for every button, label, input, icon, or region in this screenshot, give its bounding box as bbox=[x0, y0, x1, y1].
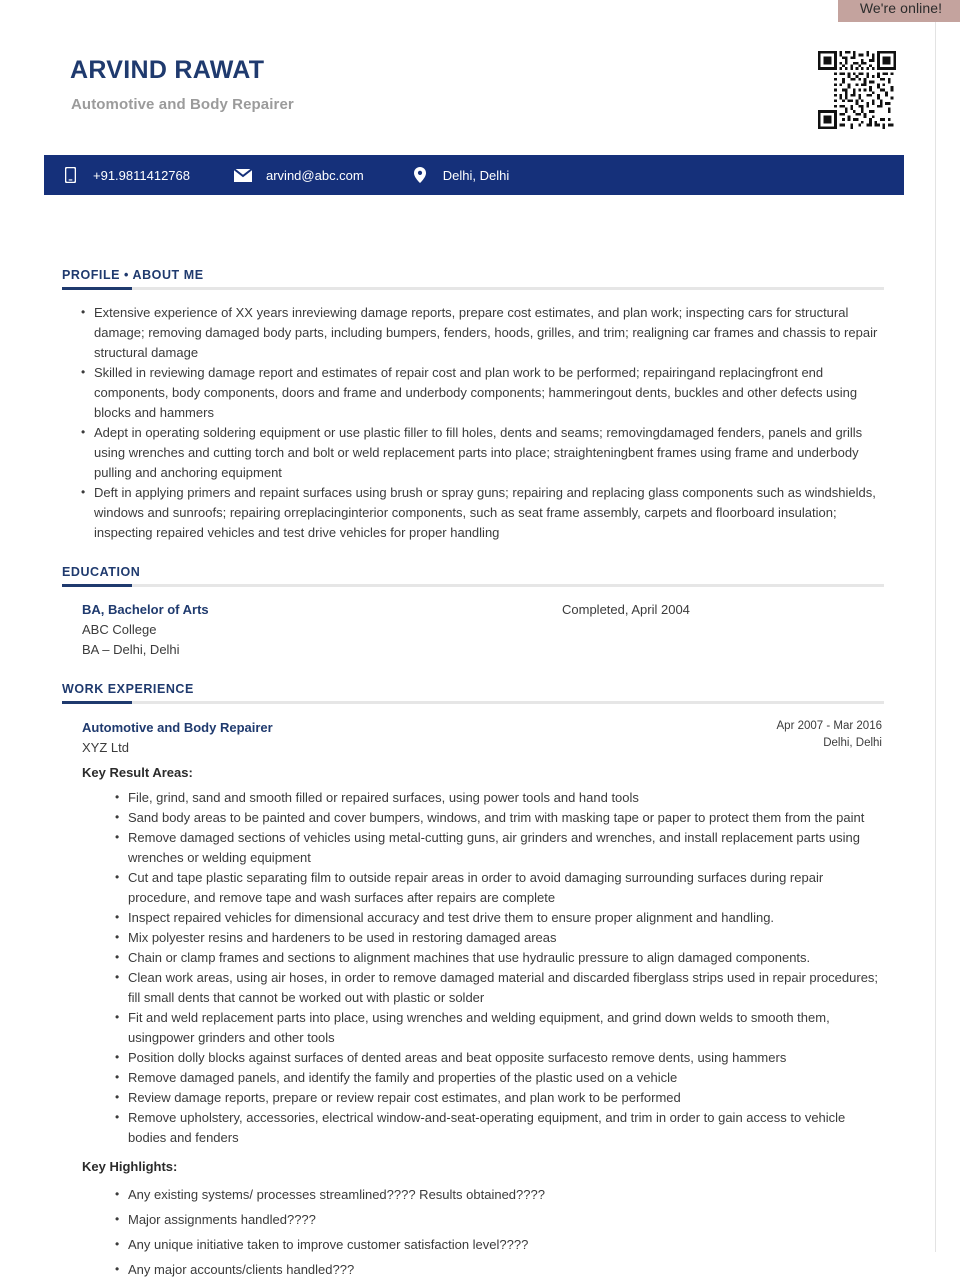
section-rule bbox=[62, 287, 884, 290]
section-header-education bbox=[62, 565, 884, 587]
key-result-area-item: • Mix polyester resins and hardeners to be used in restoring damaged areas bbox=[115, 928, 885, 948]
section-title-education: EDUCATION bbox=[62, 565, 141, 579]
contact-bar bbox=[44, 155, 904, 195]
key-highlights-label: Key Highlights: bbox=[82, 1159, 178, 1174]
job-title: Automotive and Body Repairer bbox=[71, 96, 294, 113]
experience-company: XYZ Ltd bbox=[82, 740, 129, 755]
experience-dates: Apr 2007 - Mar 2016 bbox=[776, 720, 882, 732]
key-result-area-item: • Remove upholstery, accessories, electrical window-and-seat-operating equipment, and trim in order to gain access to vehicle bodies and fenders bbox=[115, 1108, 885, 1148]
page-gutter bbox=[936, 0, 960, 1252]
key-highlight-item: • Major assignments handled???? bbox=[115, 1210, 885, 1230]
experience-role: Automotive and Body Repairer bbox=[82, 720, 273, 735]
experience-meta bbox=[777, 718, 882, 752]
section-title-profile: PROFILE • ABOUT ME bbox=[62, 268, 204, 282]
profile-bullet: • Extensive experience of XX years inreviewing damage reports, prepare cost estimates, and plan work; inspecting cars for structural damage; removing damaged body parts, including bumpers, fenders, hoods, grilles, and trim; realigning car frames and chassis to repair structural damage bbox=[81, 303, 881, 363]
education-status: Completed, April 2004 bbox=[562, 602, 690, 617]
education-institution: ABC College bbox=[82, 622, 157, 637]
education-location: BA – Delhi, Delhi bbox=[82, 642, 180, 657]
profile-bullet: • Adept in operating soldering equipment or use plastic filler to fill holes, dents and seams; removingdamaged fenders, panels and grills using wrenches and cutting torch and bolt or weld replacement parts into place; straighteningbent frames using frame and underbody pulling and anchoring equipment bbox=[81, 423, 881, 483]
key-result-areas-list bbox=[115, 788, 885, 1148]
key-result-area-item: • Cut and tape plastic separating film to outside repair areas in order to avoid damaging surrounding surfaces during repair procedure, and remove tape and wash surfaces after repairs are complete bbox=[115, 868, 885, 908]
key-highlight-item: • Any major accounts/clients handled??? bbox=[115, 1260, 885, 1280]
profile-bullet: • Skilled in reviewing damage report and estimates of repair cost and plan work to be performed; repairingand replacingfront end components, body components, doors and frame and underbody components; hammeringout dents, buckles and other defects using blocks and hammers bbox=[81, 363, 881, 423]
profile-bullet-list bbox=[81, 303, 881, 543]
section-rule bbox=[62, 584, 884, 587]
key-result-area-item: • Inspect repaired vehicles for dimensional accuracy and test drive them to ensure proper alignment and handling. bbox=[115, 908, 885, 928]
section-header-profile bbox=[62, 268, 884, 290]
key-result-area-item: • Position dolly blocks against surfaces of dented areas and beat opposite surfacesto remove dents, using hammers bbox=[115, 1048, 885, 1068]
contact-email[interactable] bbox=[232, 155, 364, 195]
work-experience-entry bbox=[82, 718, 882, 1285]
contact-phone[interactable] bbox=[59, 155, 190, 195]
envelope-icon bbox=[232, 169, 254, 182]
email-text: arvind@abc.com bbox=[266, 167, 364, 183]
key-result-area-item: • File, grind, sand and smooth filled or repaired surfaces, using power tools and hand tools bbox=[115, 788, 885, 808]
profile-bullet: • Deft in applying primers and repaint surfaces using brush or spray guns; repairing and replacing glass components such as windshields, windows and sunroofs; repairing orreplacinginterior components, such as seat frame assembly, carpets and floorboard insulation; inspecting repaired vehicles and test drive vehicles for proper handling bbox=[81, 483, 881, 543]
education-degree: BA, Bachelor of Arts bbox=[82, 602, 209, 617]
key-result-area-item: • Clean work areas, using air hoses, in order to remove damaged material and discarded fiberglass strips used in repair procedures; fill small dents that cannot be worked out with plastic or solder bbox=[115, 968, 885, 1008]
section-header-work-experience bbox=[62, 682, 884, 704]
chat-widget-online-banner[interactable]: We're online! bbox=[838, 0, 960, 22]
section-title-work-experience: WORK EXPERIENCE bbox=[62, 682, 194, 696]
key-highlights-list bbox=[115, 1185, 885, 1280]
education-entry bbox=[82, 600, 882, 660]
key-highlight-item: • Any existing systems/ processes streamlined???? Results obtained???? bbox=[115, 1185, 885, 1205]
location-text: Delhi, Delhi bbox=[442, 167, 510, 183]
resume-header bbox=[0, 0, 936, 150]
phone-text: +91.9811412768 bbox=[93, 167, 190, 183]
key-result-area-item: • Sand body areas to be painted and cover bumpers, windows, and trim with masking tape or paper to protect them from the paint bbox=[115, 808, 885, 828]
contact-location[interactable] bbox=[409, 155, 509, 195]
key-result-area-item: • Remove damaged panels, and identify the family and properties of the plastic used on a vehicle bbox=[115, 1068, 885, 1088]
section-rule bbox=[62, 701, 884, 704]
key-result-area-item: • Chain or clamp frames and sections to alignment machines that use hydraulic pressure to align damaged components. bbox=[115, 948, 885, 968]
mobile-phone-icon bbox=[59, 167, 81, 183]
page-title: ARVIND RAWAT bbox=[70, 56, 265, 84]
key-highlight-item: • Any unique initiative taken to improve customer satisfaction level???? bbox=[115, 1235, 885, 1255]
map-pin-icon bbox=[409, 167, 431, 183]
key-result-area-item: • Remove damaged sections of vehicles using metal-cutting guns, air grinders and wrenches, and install replacement parts using wrenches or welding equipment bbox=[115, 828, 885, 868]
experience-location: Delhi, Delhi bbox=[823, 737, 882, 749]
key-result-area-item: • Review damage reports, prepare or review repair cost estimates, and plan work to be performed bbox=[115, 1088, 885, 1108]
key-result-areas-label: Key Result Areas: bbox=[82, 765, 193, 780]
key-result-area-item: • Fit and weld replacement parts into place, using wrenches and welding equipment, and grind down welds to smooth them, usingpower grinders and other tools bbox=[115, 1008, 885, 1048]
qr-code-icon bbox=[815, 48, 899, 130]
